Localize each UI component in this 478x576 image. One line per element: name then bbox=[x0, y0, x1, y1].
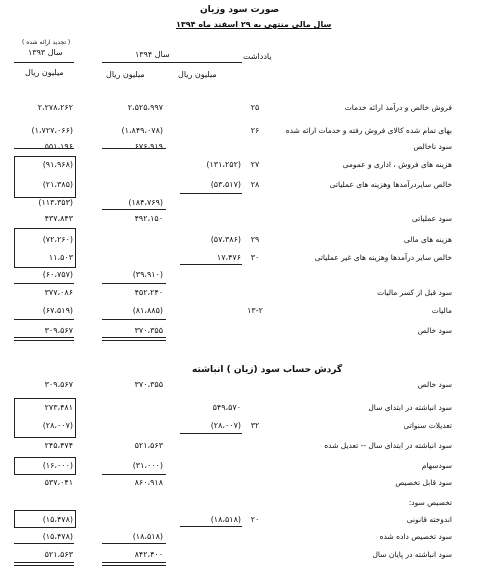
rule bbox=[14, 543, 74, 544]
income-row-amount-c2: (۱۸۴،۷۶۹) bbox=[128, 198, 163, 207]
unit-curr-2: میلیون ریال bbox=[106, 70, 145, 79]
retained-row-amount-c2: (۳۱،۰۰۰) bbox=[132, 461, 163, 470]
income-row-label: سود عملیاتی bbox=[411, 214, 452, 223]
income-row-note: ۲۶ bbox=[250, 126, 260, 135]
income-row-amount-c2: ۳۷۰،۳۵۵ bbox=[134, 326, 163, 335]
rule bbox=[180, 264, 242, 265]
retained-row-label: سودسهام bbox=[421, 461, 452, 470]
income-row-label: فروش خالص و درآمد ارائه خدمات bbox=[344, 103, 452, 112]
income-row-label: سود ناخالص bbox=[413, 142, 452, 151]
double-rule bbox=[102, 562, 166, 566]
header-line-prev bbox=[14, 62, 74, 63]
bracket-box bbox=[14, 156, 76, 198]
income-row-amount-c3: (۱،۷۲۷،۰۶۶) bbox=[31, 126, 73, 135]
income-row-amount-c2: ۴۹۲،۱۵۰ bbox=[134, 214, 163, 223]
income-row-amount-c3: ۵۵۱،۱۹۶ bbox=[44, 142, 73, 151]
year-prev-header: سال ۱۳۹۳ bbox=[28, 48, 63, 57]
rule bbox=[14, 319, 74, 320]
rule bbox=[180, 433, 242, 434]
page-title: صورت سود وزیان bbox=[200, 5, 280, 15]
retained-row-label: تعدیلات سنواتی bbox=[403, 421, 452, 430]
retained-row-amount-c2: ۵۲۱،۵۶۳ bbox=[134, 441, 163, 450]
income-row-amount-c1: (۱۳۱،۲۵۲) bbox=[206, 160, 241, 169]
retained-row-amount-c3: ۵۳۷،۰۴۱ bbox=[44, 478, 73, 487]
retained-row-label: اندوخته قانونی bbox=[406, 515, 452, 524]
income-row-note: ۲۸ bbox=[250, 180, 260, 189]
header-line-curr bbox=[102, 62, 242, 63]
income-row-label: مالیات bbox=[431, 306, 452, 315]
retained-earnings-title: گردش حساب سود (زیان ) انباشته bbox=[192, 365, 343, 375]
income-row-note: ۲۷ bbox=[250, 160, 260, 169]
income-row-label: سود قبل از کسر مالیات bbox=[377, 288, 452, 297]
rule bbox=[180, 526, 242, 527]
retained-row-amount-c2: ۸۴۲،۴۰۰ bbox=[134, 550, 163, 559]
income-row-note: ۳۰ bbox=[250, 253, 260, 262]
retained-row-amount-c2: ۳۷۰،۳۵۵ bbox=[134, 380, 163, 389]
income-row-amount-c3: ۱۱،۵۰۳ bbox=[48, 253, 73, 262]
retained-row-note: ۲۰ bbox=[250, 515, 260, 524]
retained-row-label: سود تخصیص داده شده bbox=[379, 532, 452, 541]
income-row-label: خالص سایردرآمدها وهزینه های عملیاتی bbox=[329, 180, 452, 189]
retained-row-label: سود انباشته در ابتدای سال bbox=[368, 403, 452, 412]
income-row-label: هزینه های فروش ، اداری و عمومی bbox=[342, 160, 452, 169]
income-row-amount-c2: ۴۵۲،۲۴۰ bbox=[134, 288, 163, 297]
income-row-amount-c3: ۳۷۷،۰۸۶ bbox=[44, 288, 73, 297]
income-row-amount-c1: (۵۳،۵۱۷) bbox=[210, 180, 241, 189]
double-rule bbox=[102, 337, 166, 341]
income-row-amount-c3: (۹۱،۹۶۸) bbox=[42, 160, 73, 169]
rule bbox=[14, 283, 74, 284]
income-row-label: خالص سایر درآمدها وهزینه های غیر عملیاتی bbox=[314, 253, 452, 262]
income-row-note: ۲۵ bbox=[250, 103, 260, 112]
income-row-amount-c3: ۳۰۹،۵۶۷ bbox=[44, 326, 73, 335]
retained-row-amount-c2: (۱۸،۵۱۸) bbox=[132, 532, 163, 541]
rule bbox=[102, 148, 166, 149]
restated-note: ( تجدید ارائه شده ) bbox=[22, 39, 71, 46]
rule bbox=[102, 209, 166, 210]
retained-row-amount-c3: (۱۵،۴۷۸) bbox=[42, 515, 73, 524]
retained-row-amount-c3: ۳۰۹،۵۶۷ bbox=[44, 380, 73, 389]
income-row-note: ۱۳-۲ bbox=[247, 306, 263, 315]
retained-row-amount-c1: ۵۴۹،۵۷۰ bbox=[212, 403, 241, 412]
income-row-amount-c3: (۱۱۳،۳۵۳) bbox=[38, 198, 73, 207]
income-row-label: هزینه های مالی bbox=[403, 235, 452, 244]
year-curr-header: سال ۱۳۹۴ bbox=[135, 50, 170, 59]
unit-prev: میلیون ریال bbox=[25, 68, 64, 77]
retained-row-amount-c3: (۲۸،۰۰۷) bbox=[42, 421, 73, 430]
income-row-amount-c3: (۶۰،۷۵۷) bbox=[42, 270, 73, 279]
bracket-box bbox=[14, 228, 76, 268]
retained-row-label: سود انباشته در ابتدای سال -- تعدیل شده bbox=[324, 441, 452, 450]
income-row-amount-c3: ۴۳۷،۸۴۳ bbox=[44, 214, 73, 223]
income-row-amount-c2: (۸۱،۸۸۵) bbox=[132, 306, 163, 315]
income-row-amount-c3: (۷۲،۲۶۰) bbox=[42, 235, 73, 244]
income-row-amount-c2: (۳۹،۹۱۰) bbox=[132, 270, 163, 279]
retained-row-amount-c3: (۱۵،۴۷۸) bbox=[42, 532, 73, 541]
retained-row-note: ۳۲ bbox=[250, 421, 260, 430]
bracket-box bbox=[14, 510, 76, 528]
double-rule bbox=[14, 337, 74, 341]
note-column-header: یادداشت bbox=[243, 52, 272, 61]
income-row-amount-c2: ۶۷۶،۹۱۹ bbox=[134, 142, 163, 151]
retained-row-label: سود خالص bbox=[417, 380, 452, 389]
retained-row-label: تخصیص سود: bbox=[408, 498, 452, 507]
income-row-amount-c2: ۲،۵۲۵،۹۹۷ bbox=[127, 103, 163, 112]
rule bbox=[102, 474, 166, 475]
income-row-amount-c1: ۱۷،۴۷۶ bbox=[216, 253, 241, 262]
bracket-box bbox=[14, 457, 76, 475]
rule bbox=[102, 543, 166, 544]
retained-row-label: سود انباشته در پایان سال bbox=[372, 550, 452, 559]
income-row-label: سود خالص bbox=[417, 326, 452, 335]
retained-row-amount-c3: ۵۲۱،۵۶۳ bbox=[44, 550, 73, 559]
income-row-amount-c3: (۲۱،۳۸۵) bbox=[42, 180, 73, 189]
double-rule bbox=[14, 562, 74, 566]
bracket-box bbox=[14, 398, 76, 438]
income-row-amount-c2: (۱،۸۴۹،۰۷۸) bbox=[121, 126, 163, 135]
retained-row-amount-c1: (۱۸،۵۱۸) bbox=[210, 515, 241, 524]
income-row-amount-c1: (۵۷،۳۸۶) bbox=[210, 235, 241, 244]
rule bbox=[102, 283, 166, 284]
rule bbox=[102, 319, 166, 320]
page-subtitle: سال مالی منتهی به ۲۹ اسفند ماه ۱۳۹۴ bbox=[176, 20, 332, 29]
income-row-amount-c3: ۲،۲۷۸،۲۶۲ bbox=[37, 103, 73, 112]
rule bbox=[14, 148, 74, 149]
retained-row-label: سود قابل تخصیص bbox=[395, 478, 452, 487]
income-row-amount-c3: (۶۷،۵۱۹) bbox=[42, 306, 73, 315]
rule bbox=[180, 193, 242, 194]
retained-row-amount-c2: ۸۶۰،۹۱۸ bbox=[134, 478, 163, 487]
unit-curr-1: میلیون ریال bbox=[178, 70, 217, 79]
retained-row-amount-c3: ۲۷۳،۴۸۱ bbox=[44, 403, 73, 412]
retained-row-amount-c3: (۱۶،۰۰۰) bbox=[42, 461, 73, 470]
rule bbox=[14, 474, 74, 475]
income-row-label: بهای تمام شده کالای فروش رفته و خدمات ارائه شده bbox=[285, 126, 452, 135]
retained-row-amount-c3: ۲۴۵،۴۷۴ bbox=[44, 441, 73, 450]
retained-row-amount-c1: (۲۸،۰۰۷) bbox=[210, 421, 241, 430]
income-row-note: ۲۹ bbox=[250, 235, 260, 244]
